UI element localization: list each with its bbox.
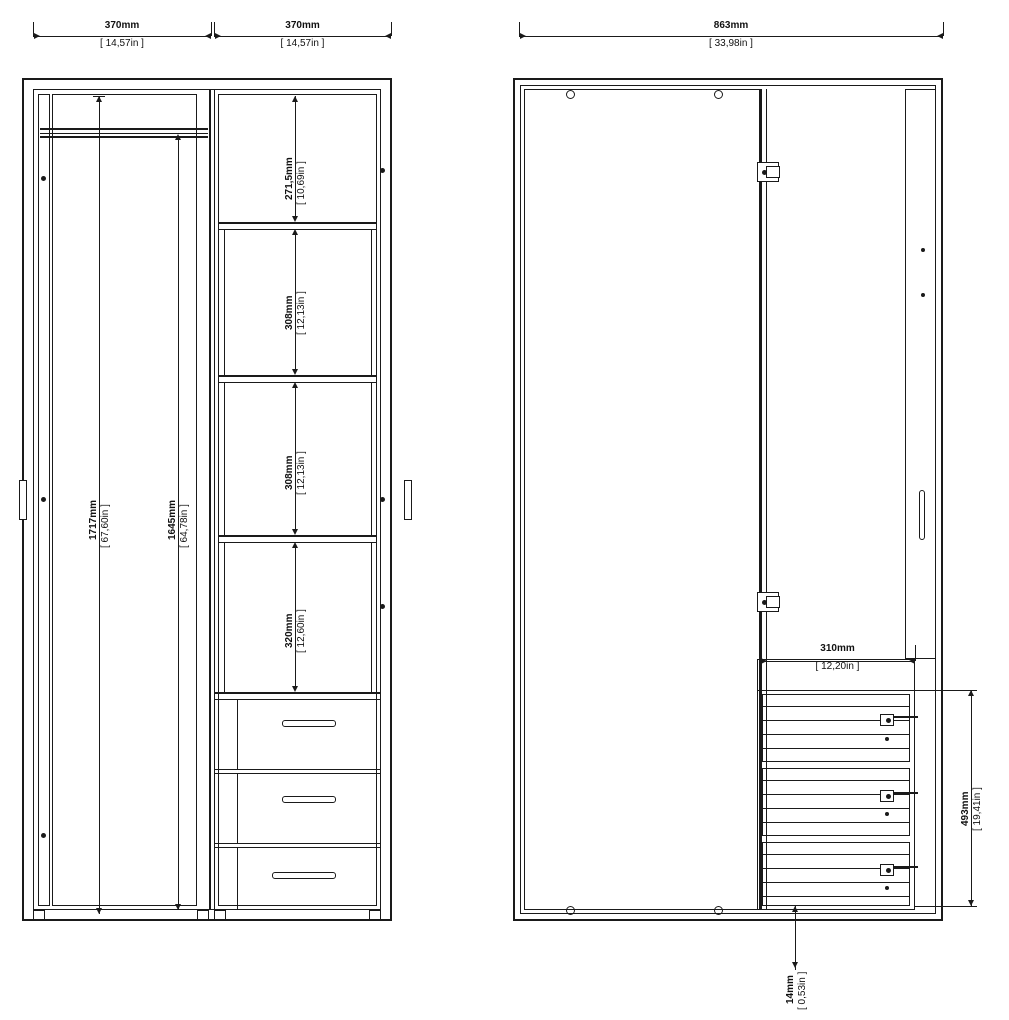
dim-left-compartment-in: [ 64,78in ] [179,504,190,548]
runner-arm [894,866,918,868]
hinge-pin [762,600,767,605]
drawer-slide-line [762,882,910,883]
drawer-slide-line [762,896,910,897]
dim-line [214,36,391,37]
runner-pin [886,718,891,723]
shelf-peg-hole [921,248,925,252]
dim-ext-line [211,22,212,36]
dim-drawer-depth-in: [ 12,20in ] [815,661,860,672]
runner-hole [885,812,889,816]
drawer-slide-line [762,706,910,707]
cam-hole [714,90,723,99]
shelf-side-mark [371,382,372,535]
side-left-panel [524,89,760,910]
hinge-hardware-top-arm [766,166,780,178]
shelf-side-mark [224,382,225,535]
hinge-pin [380,604,385,609]
shelf-1-board [218,222,377,224]
dim-left-compartment-mm: 1645mm [167,499,178,540]
dim-drawer-depth-mm: 310mm [820,643,855,654]
center-divider [209,89,211,910]
dim-drawer-stack-in: [ 19,41in ] [972,787,983,831]
hinge-pin [762,170,767,175]
runner-pin [886,868,891,873]
dim-arrow [292,96,298,102]
dim-arrow [292,542,298,548]
dim-ext-line [915,906,977,907]
dim-ext-line [391,22,392,36]
shelf-side-mark [371,542,372,692]
dim-shelf1-in: [ 10,69in ] [296,161,307,205]
hinge-left-middle [19,480,27,520]
hinge-hardware-bottom-arm [766,596,780,608]
dim-ext-line [943,22,944,36]
dim-front-left-width-in: [ 14,57in ] [100,38,144,49]
foot-right [369,910,381,921]
shelf-peg-hole [921,293,925,297]
drawer-slide-line [762,808,910,809]
dim-side-depth-mm: 863mm [713,20,749,31]
drawer-slide-line [762,854,910,855]
drawer-slide-line [762,734,910,735]
dim-side-depth-in: [ 33,98in ] [709,38,753,49]
dim-arrow [968,690,974,696]
dim-arrow [292,382,298,388]
hanging-rail-edge-2 [40,136,208,138]
drawer-divider [757,690,915,691]
runner-hole [885,886,889,890]
hinge-right-middle [404,480,412,520]
hinge-pin [41,176,46,181]
runner-arm [894,792,918,794]
dim-arrow [792,906,798,912]
dim-drawer-stack-mm: 493mm [960,791,971,826]
drawer-1-front [237,699,381,770]
hinge-pin [41,833,46,838]
shelf-3-board [218,535,377,537]
dim-arrow [792,962,798,968]
dim-line [795,906,796,970]
dim-line [519,36,943,37]
cam-hole [714,906,723,915]
foot-center-left [197,910,209,921]
cam-hole [566,906,575,915]
dim-rail-height-mm: 1717mm [88,499,99,540]
shelf-2-board [218,375,377,377]
dim-ext-line [915,645,916,661]
dim-arrow [292,229,298,235]
shelf-4-board [214,692,381,694]
dim-front-left-width-mm: 370mm [104,20,140,31]
dim-arrow [292,686,298,692]
foot-center-right [214,910,226,921]
drawer-slide-line [762,780,910,781]
hinge-pin [41,497,46,502]
runner-hole [885,737,889,741]
foot-left [33,910,45,921]
shelf-side-mark [224,229,225,375]
hanging-rail [40,128,208,130]
dim-line [33,36,211,37]
side-drawer-1[interactable] [762,694,910,762]
dim-arrow [292,529,298,535]
dim-front-right-width-mm: 370mm [285,20,320,31]
side-door-handle[interactable] [919,490,925,540]
side-right-panel [905,89,936,659]
cam-hole [566,90,575,99]
hinge-pin [380,168,385,173]
dim-shelf3-mm: 308mm [284,455,295,490]
dim-arrow [292,369,298,375]
dim-arrow [968,900,974,906]
dim-arrow [96,908,102,914]
drawer-2-handle[interactable] [282,796,336,803]
hanging-rail-edge [40,133,208,134]
dim-shelf4-in: [ 12,60in ] [296,609,307,653]
hinge-pin [380,497,385,502]
shelf-side-mark [371,229,372,375]
dim-shelf2-in: [ 12,13in ] [296,291,307,335]
dim-arrow [292,216,298,222]
side-drawer-2[interactable] [762,768,910,836]
dim-arrow [175,904,181,910]
drawer-slide-line [762,748,910,749]
dim-rail-height-in: [ 67,60in ] [100,504,111,548]
runner-pin [886,794,891,799]
dim-shelf4-mm: 320mm [284,613,295,648]
runner-arm [894,716,918,718]
drawer-1-handle[interactable] [282,720,336,727]
dim-plinth-in: [ 0,53in ] [797,971,808,1010]
dim-shelf2-mm: 308mm [284,295,295,330]
dim-tick [93,96,105,97]
drawer-2-front [237,773,381,844]
dim-plinth-mm: 14mm [785,975,796,1004]
dim-arrow [175,134,181,140]
drawer-3-handle[interactable] [272,872,336,879]
dim-shelf3-in: [ 12,13in ] [296,451,307,495]
dim-shelf1-mm: 271,5mm [284,157,295,200]
drawer-slide-line [762,822,910,823]
dim-front-right-width-in: [ 14,57in ] [280,38,325,49]
shelf-side-mark [224,542,225,692]
